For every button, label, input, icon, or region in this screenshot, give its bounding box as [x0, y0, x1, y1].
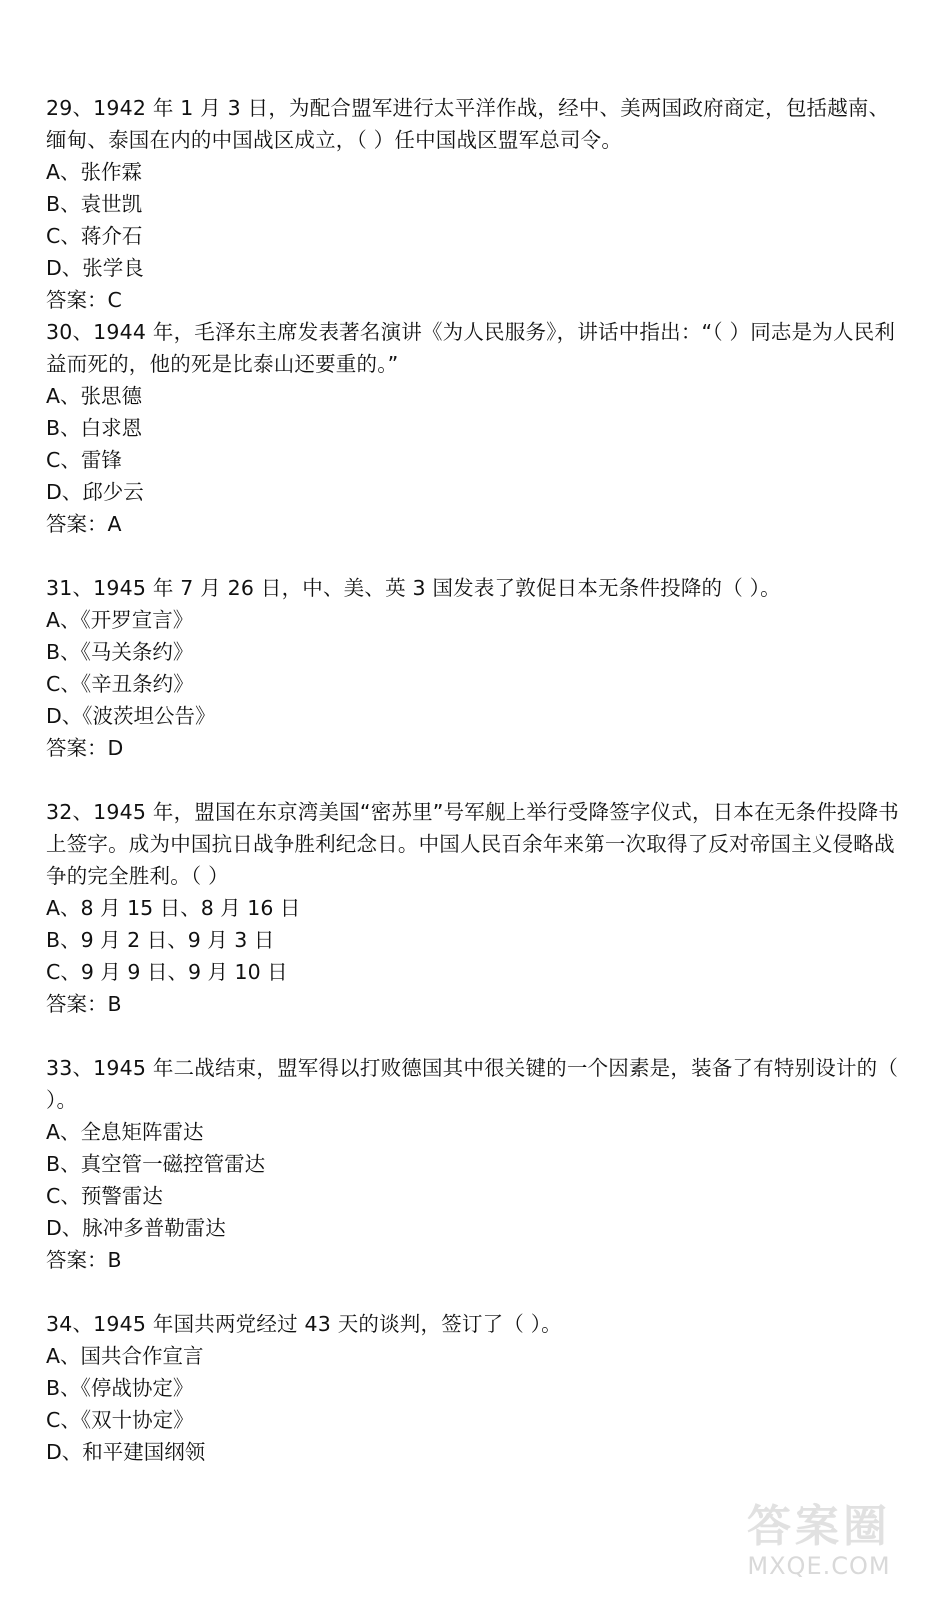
question-sheet: [46, 92, 906, 1468]
option-b: B、9 月 2 日、9 月 3 日: [46, 928, 275, 952]
option-a: A、张作霖: [46, 160, 143, 184]
option-c: C、9 月 9 日、9 月 10 日: [46, 960, 288, 984]
spacer: [46, 1276, 906, 1308]
option-c: C、《辛丑条约》: [46, 672, 194, 696]
spacer: [46, 1020, 906, 1052]
option-c: C、《双十协定》: [46, 1408, 194, 1432]
answer-line: 答案：D: [46, 736, 124, 760]
option-b: B、真空管一磁控管雷达: [46, 1152, 266, 1176]
question-text: 30、1944 年，毛泽东主席发表著名演讲《为人民服务》，讲话中指出：“（ ）同志是为人民利益而死的，他的死是比泰山还要重的。”: [46, 320, 896, 376]
option-d: D、《波茨坦公告》: [46, 704, 216, 728]
option-b: B、袁世凯: [46, 192, 143, 216]
question-text: 32、1945 年，盟国在东京湾美国“密苏里”号军舰上举行受降签字仪式，日本在无条件投降书上签字。成为中国抗日战争胜利纪念日。中国人民百余年来第一次取得了反对帝国主义侵略战争的完全胜利。（ ）: [46, 800, 900, 888]
question-text: 33、1945 年二战结束，盟军得以打败德国其中很关键的一个因素是，装备了有特别设计的（ ）。: [46, 1056, 899, 1112]
question-30: [46, 316, 906, 540]
option-d: D、邱少云: [46, 480, 144, 504]
watermark-logo: 答案圈: [747, 1501, 891, 1552]
spacer: [46, 540, 906, 572]
answer-line: 答案：B: [46, 1248, 122, 1272]
option-b: B、《停战协定》: [46, 1376, 194, 1400]
question-text: 31、1945 年 7 月 26 日，中、美、英 3 国发表了敦促日本无条件投降的（ ）。: [46, 576, 781, 600]
watermark-url: MXQE.COM: [747, 1552, 891, 1580]
answer-line: 答案：A: [46, 512, 122, 536]
option-c: C、预警雷达: [46, 1184, 163, 1208]
question-32: [46, 796, 906, 1020]
option-c: C、蒋介石: [46, 224, 143, 248]
option-d: D、脉冲多普勒雷达: [46, 1216, 226, 1240]
question-text: 34、1945 年国共两党经过 43 天的谈判，签订了（ ）。: [46, 1312, 562, 1336]
answer-line: 答案：C: [46, 288, 122, 312]
spacer: [46, 764, 906, 796]
option-c: C、雷锋: [46, 448, 122, 472]
option-d: D、和平建国纲领: [46, 1440, 206, 1464]
option-b: B、《马关条约》: [46, 640, 194, 664]
question-31: [46, 572, 906, 764]
question-text: 29、1942 年 1 月 3 日，为配合盟军进行太平洋作战，经中、美两国政府商定，包括越南、缅甸、泰国在内的中国战区成立，（ ）任中国战区盟军总司令。: [46, 96, 890, 152]
option-a: A、国共合作宣言: [46, 1344, 204, 1368]
question-33: [46, 1052, 906, 1276]
option-a: A、《开罗宣言》: [46, 608, 194, 632]
question-34: [46, 1308, 906, 1468]
site-watermark: [714, 1502, 924, 1586]
option-b: B、白求恩: [46, 416, 143, 440]
option-a: A、8 月 15 日、8 月 16 日: [46, 896, 301, 920]
question-29: [46, 92, 906, 316]
option-a: A、全息矩阵雷达: [46, 1120, 204, 1144]
option-a: A、张思德: [46, 384, 143, 408]
answer-line: 答案：B: [46, 992, 122, 1016]
option-d: D、张学良: [46, 256, 144, 280]
